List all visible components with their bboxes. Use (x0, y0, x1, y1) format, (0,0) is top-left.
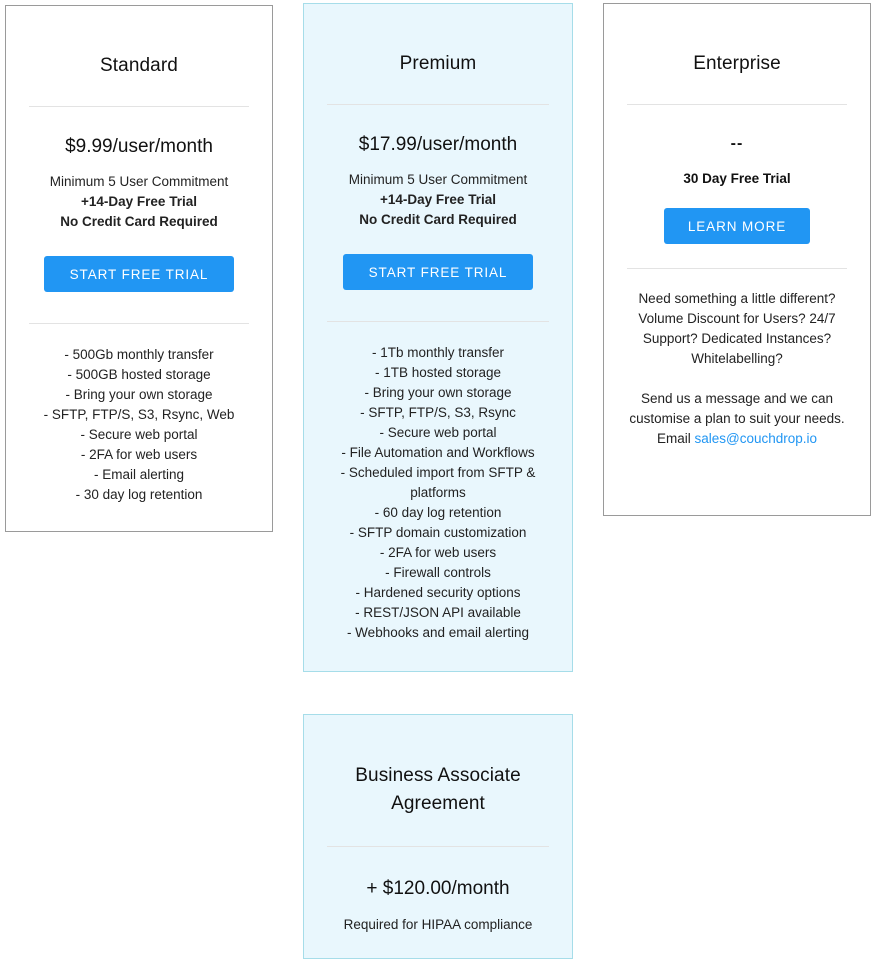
list-item: - 60 day log retention (374, 505, 502, 520)
list-item: - Secure web portal (379, 425, 497, 440)
enterprise-text-line-1: Need something a little different? (638, 291, 836, 306)
plan-price-standard: $9.99/user/month (65, 136, 213, 157)
enterprise-text-line-6: customise a plan to suit your needs. (629, 411, 845, 426)
pricing-card-standard (5, 5, 273, 532)
pricing-card-premium (303, 3, 573, 672)
list-item: - File Automation and Workflows (341, 445, 535, 460)
list-item: - 2FA for web users (80, 447, 198, 462)
list-item: - Hardened security options (355, 585, 521, 600)
enterprise-trial-line: 30 Day Free Trial (683, 171, 791, 186)
learn-more-button[interactable]: LEARN MORE (664, 208, 810, 244)
list-item: - SFTP, FTP/S, S3, Rsync (360, 405, 516, 420)
email-label: Email (656, 431, 695, 446)
list-item: - Secure web portal (80, 427, 198, 442)
list-item: - SFTP, FTP/S, S3, Rsync, Web (43, 407, 235, 422)
feature-list-premium (304, 322, 572, 643)
list-item: - 1Tb monthly transfer (371, 345, 505, 360)
premium-commitment-line: Minimum 5 User Commitment (348, 172, 528, 187)
plan-title-premium: Premium (399, 53, 477, 74)
enterprise-text-line-5: Send us a message and we can (640, 391, 834, 406)
premium-no-card-line: No Credit Card Required (359, 212, 517, 227)
baa-note: Required for HIPAA compliance (343, 917, 533, 932)
pricing-card-enterprise (603, 3, 871, 516)
sales-email-link[interactable]: sales@couchdrop.io (694, 431, 818, 446)
list-item: - REST/JSON API available (355, 605, 521, 620)
paragraph-gap (624, 369, 850, 389)
enterprise-text-line-2: Volume Discount for Users? 24/7 (638, 311, 836, 326)
feature-list-standard (6, 324, 272, 505)
enterprise-text-line-4: Whitelabelling? (691, 351, 783, 366)
baa-title-line-2: Agreement (391, 793, 485, 814)
list-item: - 500GB hosted storage (67, 367, 211, 382)
start-free-trial-button-standard[interactable]: START FREE TRIAL (44, 256, 234, 292)
list-item: - 30 day log retention (75, 487, 203, 502)
plan-subtext-premium (304, 157, 572, 230)
enterprise-description (604, 269, 870, 449)
start-free-trial-button-premium[interactable]: START FREE TRIAL (343, 254, 533, 290)
plan-title-baa (304, 715, 572, 818)
enterprise-email-line (624, 429, 850, 449)
list-item: - Webhooks and email alerting (346, 625, 530, 640)
enterprise-text-line-3: Support? Dedicated Instances? (642, 331, 832, 346)
list-item: - Scheduled import from SFTP & platforms (340, 465, 536, 500)
baa-title-line-1: Business Associate (355, 765, 521, 786)
pricing-card-business-associate-agreement (303, 714, 573, 959)
list-item: - Email alerting (93, 467, 185, 482)
plan-subtext-standard (6, 159, 272, 232)
list-item: - SFTP domain customization (349, 525, 527, 540)
plan-title-enterprise: Enterprise (693, 53, 781, 74)
list-item: - Bring your own storage (364, 385, 512, 400)
plan-price-premium: $17.99/user/month (358, 134, 518, 155)
list-item: - 1TB hosted storage (374, 365, 502, 380)
standard-no-card-line: No Credit Card Required (60, 214, 218, 229)
standard-trial-line: +14-Day Free Trial (81, 194, 197, 209)
plan-price-enterprise: -- (730, 135, 744, 152)
list-item: - 2FA for web users (379, 545, 497, 560)
plan-price-baa: + $120.00/month (366, 878, 510, 899)
standard-commitment-line: Minimum 5 User Commitment (49, 174, 229, 189)
premium-trial-line: +14-Day Free Trial (380, 192, 496, 207)
plan-title-standard: Standard (100, 55, 178, 76)
list-item: - 500Gb monthly transfer (64, 347, 214, 362)
list-item: - Bring your own storage (65, 387, 213, 402)
list-item: - Firewall controls (385, 565, 491, 580)
